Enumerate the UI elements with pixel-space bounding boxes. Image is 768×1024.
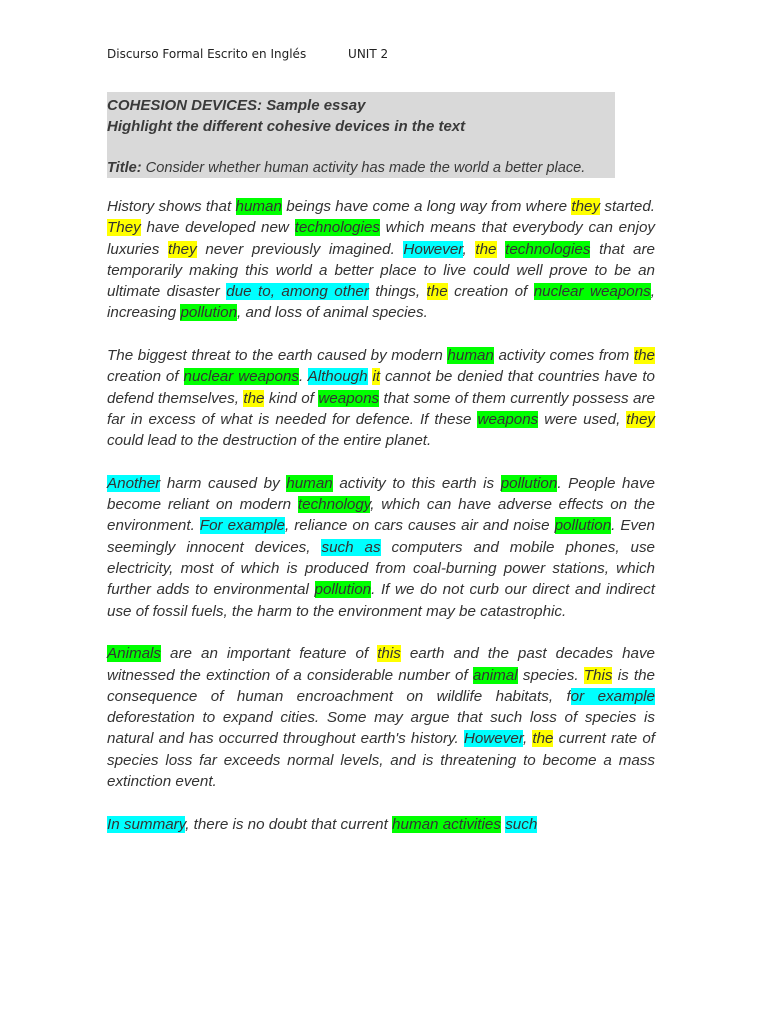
essay-instruction: Highlight the different cohesive devices in the text <box>107 118 466 135</box>
essay-body <box>107 196 655 856</box>
highlighted-phrase: human <box>447 347 494 365</box>
highlighted-phrase: pollution <box>314 581 372 599</box>
highlighted-phrase: the <box>243 389 265 407</box>
highlighted-phrase: human <box>286 474 333 492</box>
highlighted-phrase: they <box>571 198 601 215</box>
highlighted-phrase: they <box>626 410 655 428</box>
highlighted-phrase: the <box>633 347 655 365</box>
highlighted-phrase: In summary <box>107 815 186 833</box>
highlighted-phrase: human <box>235 198 282 215</box>
highlighted-phrase: pollution <box>554 517 612 535</box>
title-label: Title: <box>107 160 142 176</box>
highlighted-phrase: or example <box>570 687 655 705</box>
highlighted-phrase: it <box>372 368 381 386</box>
highlighted-phrase: Another <box>107 474 161 492</box>
unit-label: UNIT 2 <box>348 47 389 61</box>
highlighted-phrase: technologies <box>505 240 591 258</box>
highlighted-phrase: For example <box>199 517 285 535</box>
highlighted-phrase: However <box>463 730 523 748</box>
highlighted-phrase: This <box>583 666 613 684</box>
document-header <box>107 47 388 61</box>
paragraph-2: The biggest threat to the earth caused by modern human activity comes from the creation of nuclear weapons. Although it cannot be denied that countries have to defend themselves, the kind of weapons that some of them currently possess are far in excess of what is needed for defence. If these weapons were used, they could lead to the destruction of the entire planet. <box>107 347 655 450</box>
highlighted-phrase: technologies <box>294 219 380 237</box>
essay-title <box>107 158 585 179</box>
highlighted-phrase: the <box>532 730 554 748</box>
title-text: Consider whether human activity has made the world a better place. <box>145 160 586 176</box>
highlighted-phrase: However <box>403 240 463 258</box>
highlighted-phrase: They <box>107 219 141 237</box>
highlighted-phrase: they <box>167 240 197 258</box>
essay-heading: COHESION DEVICES: Sample essay <box>107 97 366 114</box>
highlighted-phrase: the <box>475 240 497 258</box>
highlighted-phrase: weapons <box>318 389 380 407</box>
course-name: Discurso Formal Escrito en Inglés <box>107 47 307 61</box>
title-box <box>107 92 615 178</box>
highlighted-phrase: such as <box>321 538 381 556</box>
highlighted-phrase: this <box>377 645 401 663</box>
paragraph-3: Another harm caused by human activity to this earth is pollution. People have become reliant on modern technology, which can have adverse effects on the environment. For example, reliance on cars causes air and noise pollution. Even seemingly innocent devices, such as computers and mobile phones, use electricity, most of which is produced from coal-burning power stations, which further adds to environmental pollution. If we do not curb our direct and indirect use of fossil fuels, the harm to the environment may be catastrophic. <box>107 474 656 620</box>
highlighted-phrase: human activities <box>392 815 501 833</box>
paragraph-4: Animals are an important feature of this earth and the past decades have witnessed the extinction of a considerable number of animal species. This is the consequence of human encroachment on wildlife habitats, for example deforestation to expand cities. Some may argue that such loss of species is natural and has occurred throughout earth's history. However, the current rate of species loss far exceeds normal levels, and is threatening to become a mass extinction event. <box>107 645 656 791</box>
highlighted-phrase: pollution <box>500 474 558 492</box>
highlighted-phrase: animal <box>472 666 518 684</box>
highlighted-phrase: Although <box>307 368 368 386</box>
highlighted-phrase: nuclear weapons <box>183 368 300 386</box>
highlighted-phrase: weapons <box>477 410 539 428</box>
paragraph-5: In summary, there is no doubt that current human activities such <box>107 815 538 833</box>
highlighted-phrase: Animals <box>107 645 162 663</box>
paragraph-1: History shows that human beings have come a long way from where they started. They have developed new technologies which means that everybody can enjoy luxuries they never previously imagined. However, the technologies that are temporarily making this world a better place to live could well prove to be an ultimate disaster due to, among other things, the creation of nuclear weapons, increasing pollution, and loss of animal species. <box>107 198 656 322</box>
highlighted-phrase: nuclear weapons <box>533 283 651 301</box>
highlighted-phrase: such <box>505 815 538 833</box>
highlighted-phrase: due to, among other <box>226 283 369 301</box>
highlighted-phrase: technology <box>297 496 371 514</box>
highlighted-phrase: pollution <box>180 304 238 322</box>
highlighted-phrase: the <box>426 283 448 301</box>
